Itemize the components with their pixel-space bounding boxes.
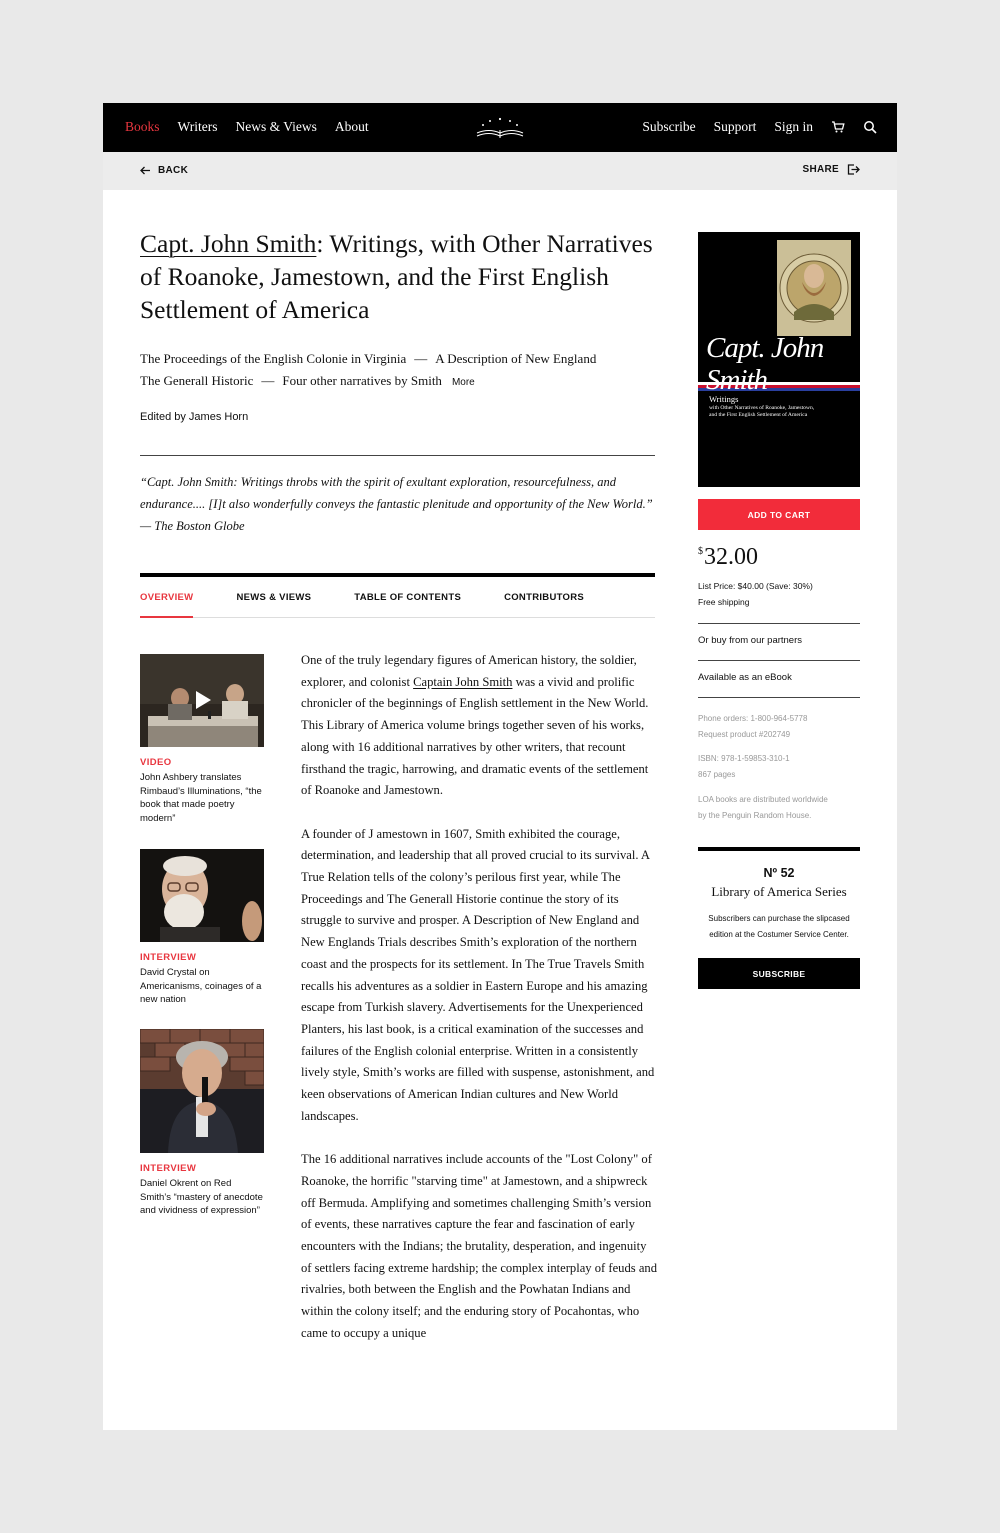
series-rule [698, 847, 860, 851]
author-link[interactable]: Capt. John Smith [140, 229, 317, 258]
ebook-link[interactable]: Available as an eBook [698, 672, 792, 683]
share-button[interactable] [802, 164, 860, 175]
series-name: Library of America Series [711, 884, 847, 899]
top-nav [103, 103, 897, 152]
paragraph-text: One of the truly legendary figures of American history, the soldier, explorer, and colonist [301, 653, 637, 689]
cover-line: Writings [709, 394, 739, 404]
share-icon [847, 164, 860, 175]
title-text: : Writings, with Other Narratives of Roanoke, Jamestown, and the First English Settlement of America [140, 229, 653, 324]
back-label: BACK [158, 165, 189, 176]
share-label: SHARE [802, 164, 839, 175]
subtitle-item: The Proceedings of the English Colonie in Virginia [140, 351, 407, 366]
divider [698, 697, 860, 698]
overview-paragraph: A founder of J amestown in 1607, Smith exhibited the courage, determination, and leadership that all proved crucial to its survival. A True Relation tells of the colony’s perilous first year, while The Proceedings and The Generall Historie continue the story of its struggle to survive and prosper. A Description of New England and New Englands Trials describes Smith’s exploration of the northern coast and the prospects for its settlement. In The True Travels Smith recalls his adventures as a soldier in Eastern Europe and his amazing escape from Turkish slavery. Advertisements for the Unexperienced Planters, his last book, is a critical examination of the successes and failures of the English colonial enterprise. Written in a consistently lively style, Smith’s works are filled with suspense, astonishment, and keen observations of American Indian cultures and New World landscapes. [301, 826, 655, 1123]
search-icon[interactable] [863, 120, 877, 134]
nav-books[interactable]: Books [125, 119, 160, 134]
media-caption[interactable]: John Ashbery translates Rimbaud’s Illuminations, “the book that made poetry modern” [140, 772, 262, 825]
tab-overview[interactable]: OVERVIEW [140, 577, 193, 618]
subtitle-separator: — [261, 373, 275, 388]
nav-subscribe[interactable]: Subscribe [642, 119, 696, 134]
page-count: 867 pages [698, 769, 736, 779]
book-details [698, 751, 790, 782]
cover-line: and the First English Settlement of America [709, 412, 808, 418]
subtitle-item: Four other narratives by Smith [282, 373, 442, 388]
divider [698, 623, 860, 624]
sub-bar [103, 152, 897, 190]
nav-sign-in[interactable]: Sign in [774, 119, 813, 134]
isbn: ISBN: 978-1-59853-310-1 [698, 754, 790, 763]
more-link[interactable]: More [451, 377, 475, 388]
series-number: Nº 52 [763, 866, 795, 880]
list-price: List Price: $40.00 (Save: 30%) [698, 581, 813, 591]
cover-title: Capt. John Smith [706, 332, 824, 396]
cart-icon[interactable] [831, 120, 845, 134]
phone-orders: Phone orders: 1-800-964-5778 [698, 714, 808, 723]
video-thumbnail[interactable] [140, 654, 264, 747]
paragraph-text: was a vivid and prolific chronicler of the beginnings of English settlement in the New World. This Library of America volume brings together seven of his works, along with 16 additional narratives by other writers, that recount firsthand the tragic, harrowing, and dramatic events of the settlement of Roanoke and Jamestown. [301, 674, 649, 798]
media-item[interactable] [140, 654, 264, 826]
media-kind: INTERVIEW [140, 952, 197, 963]
portrait-thumbnail[interactable] [140, 849, 264, 942]
price-value: 32.00 [704, 544, 758, 570]
page-title [140, 227, 660, 326]
distribution-line: by the Penguin Random House. [698, 810, 812, 820]
media-caption[interactable]: Daniel Okrent on Red Smith’s “mastery of anecdote and vividness of expression” [140, 1178, 263, 1217]
nav-support[interactable]: Support [713, 119, 757, 134]
back-button[interactable] [140, 165, 188, 176]
subtitle-item: The Generall Historic [140, 373, 254, 388]
tab-news-views[interactable]: NEWS & VIEWS [236, 592, 312, 603]
editor-credit: Edited by James Horn [140, 411, 249, 423]
tab-bar [140, 577, 655, 618]
subtitle-separator: — [414, 351, 428, 366]
media-kind: INTERVIEW [140, 1163, 197, 1174]
portrait-thumbnail[interactable] [140, 1029, 264, 1153]
page [103, 103, 897, 1430]
nav-writers[interactable]: Writers [177, 119, 218, 134]
price [698, 544, 758, 571]
cover-line: with Other Narratives of Roanoke, Jamestown, [709, 405, 815, 411]
divider [140, 455, 655, 456]
subtitle-list [140, 348, 660, 394]
series-note: Subscribers can purchase the slipcased edition at the Costumer Service Center. [708, 914, 850, 939]
media-item[interactable] [140, 1029, 264, 1218]
tab-table-of-contents[interactable]: TABLE OF CONTENTS [354, 592, 462, 603]
divider [698, 660, 860, 661]
loa-logo-icon[interactable] [475, 116, 525, 140]
overview-paragraph: The 16 additional narratives include accounts of the "Lost Colony" of Roanoke, the horrific "starving time" at Jamestown, and a shipwreck off Bermuda. Amplifying and sometimes challenging Smith’s version of events, these narratives capture the fear and fascination of early encounters with the Indians; the brutality, desperation, and ingenuity of settlers facing extreme hardship; the complex interplay of feuds and rivalries, both between the English and the Powhatan Indians and within the colony itself; and the enduring story of Pocahontas, who came to occupy a unique [301, 1152, 658, 1340]
overview-paragraph [301, 650, 657, 802]
tab-contributors[interactable]: CONTRIBUTORS [504, 592, 585, 603]
free-shipping: Free shipping [698, 597, 750, 607]
review-quote: “Capt. John Smith: Writings throbs with the spirit of exultant exploration, resourcefulness, and endurance.... [I]t also wonderfully conveys the fantastic plenitude and opportunity of the New World.” — The Boston Globe [140, 475, 653, 533]
captain-john-smith-link[interactable]: Captain John Smith [413, 674, 513, 689]
order-info [698, 711, 807, 742]
distribution-line: LOA books are distributed worldwide [698, 795, 828, 804]
book-cover[interactable] [698, 232, 860, 487]
media-caption[interactable]: David Crystal on Americanisms, coinages of a new nation [140, 967, 262, 1006]
add-to-cart-button[interactable]: ADD TO CART [698, 499, 860, 530]
arrow-left-icon [140, 166, 151, 175]
currency-symbol: $ [698, 546, 703, 557]
partners-link[interactable]: Or buy from our partners [698, 635, 803, 646]
overview-text [301, 650, 657, 1366]
media-kind: VIDEO [140, 757, 172, 768]
subtitle-item: A Description of New England [435, 351, 597, 366]
distribution-info [698, 792, 828, 823]
subscribe-button[interactable]: SUBSCRIBE [698, 958, 860, 989]
nav-about[interactable]: About [334, 119, 369, 134]
request-product: Request product #202749 [698, 729, 791, 739]
media-item[interactable] [140, 849, 264, 1007]
nav-news-views[interactable]: News & Views [235, 119, 317, 134]
